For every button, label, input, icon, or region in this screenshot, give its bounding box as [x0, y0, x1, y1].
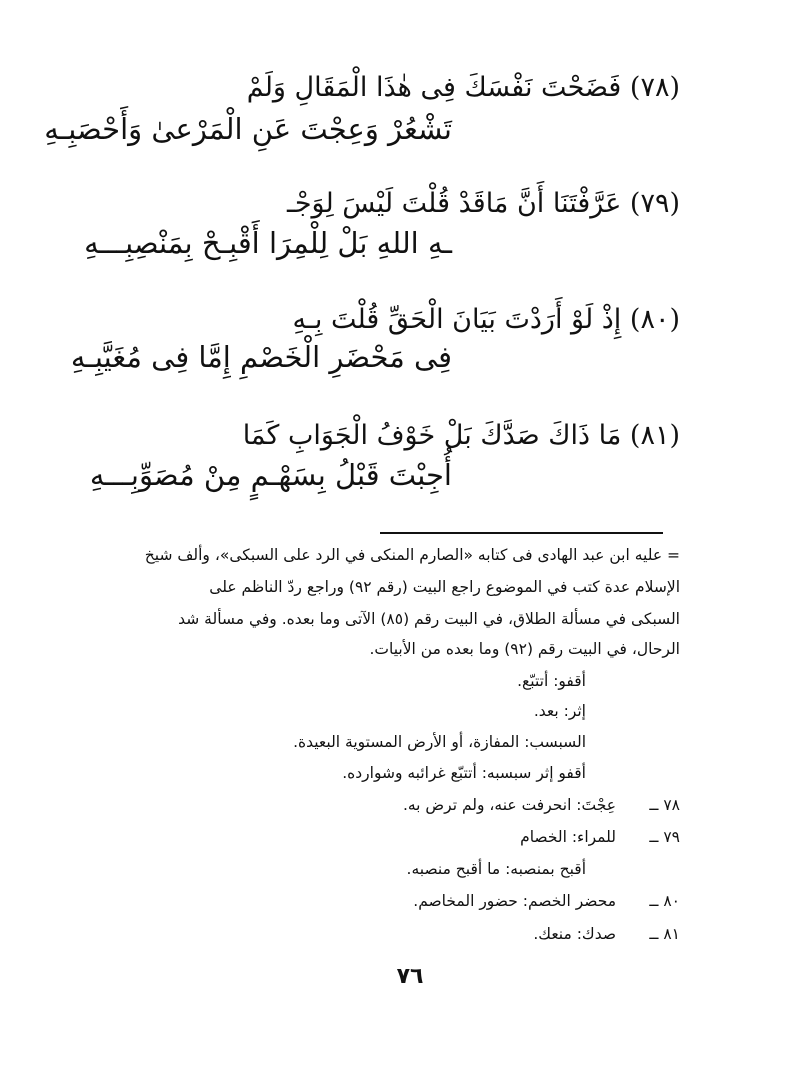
- verse-80-line-2: فِى مَحْضَرِ الْخَصْمِ إِمَّا فِى مُغَيَّبِـهِ: [70, 340, 452, 374]
- page-number: ٧٦: [396, 964, 424, 989]
- footnote-separator: [380, 532, 663, 534]
- verse-78-line-1: (٧٨) فَضَحْتَ نَفْسَكَ فِى هٰذَا الْمَقَالِ وَلَمْ: [246, 72, 680, 103]
- footnote-paragraph-line: الرحال، في البيت رقم (٩٢) وما بعده من الأبيات.: [369, 640, 680, 658]
- footnote-gloss: إثر: بعد.: [533, 702, 586, 720]
- verse-81-line-1: (٨١) مَا ذَاكَ صَدَّكَ بَلْ خَوْفُ الْجَوَابِ كَمَا: [242, 420, 680, 451]
- verse-78-line-2: تَشْعُرْ وَعِجْتَ عَنِ الْمَرْعىٰ وَأَحْصَبِـهِ: [44, 112, 452, 146]
- footnote-paragraph-line: الإسلام عدة كتب في الموضوع راجع البيت (رقم ٩٢) وراجع ردّ الناظم على: [209, 578, 680, 596]
- footnote-number-81: ٨١ ــ: [649, 925, 680, 943]
- verse-80-line-1: (٨٠) إِذْ لَوْ أَرَدْتَ بَيَانَ الْحَقِّ قُلْتَ بِـهِ: [292, 304, 680, 335]
- footnote-paragraph-line: = عليه ابن عبد الهادى فى كتابه «الصارم المنكى في الرد على السبكى»، وألف شيخ: [144, 546, 680, 564]
- verse-79-line-2: ـهِ اللهِ بَلْ لِلْمِرَا أَقْبِـحْ بِمَنْصِبِـــهِ: [84, 226, 452, 260]
- footnote-gloss: السبسب: المفازة، أو الأرض المستوية البعيدة.: [293, 733, 586, 751]
- verse-79-line-1: (٧٩) عَرَّفْتَنَا أَنَّ مَاقَدْ قُلْتَ لَيْسَ لِوَجْـ: [286, 188, 680, 219]
- footnote-paragraph-line: السبكى في مسألة الطلاق، في البيت رقم (٨٥) الآتى وما بعده. وفي مسألة شد: [178, 610, 680, 628]
- footnote-gloss: أقفو إثر سبسبه: أتتبّع غرائبه وشوارده.: [342, 764, 586, 782]
- footnote-81-text: صدك: منعك.: [533, 925, 616, 943]
- footnote-79-text: للمراء: الخصام: [520, 828, 616, 846]
- footnote-gloss: أقفو: أتتبّع.: [517, 672, 586, 690]
- footnote-79-text-2: أقبح بمنصبه: ما أقبح منصبه.: [406, 860, 586, 878]
- verse-81-line-2: أُجِبْتَ قَبْلُ بِسَهْـمٍ مِنْ مُصَوِّبِـــهِ: [89, 458, 452, 492]
- footnote-80-text: محضر الخصم: حضور المخاصم.: [413, 892, 616, 910]
- footnote-number-80: ٨٠ ــ: [649, 892, 680, 910]
- footnote-number-79: ٧٩ ــ: [649, 828, 680, 846]
- footnote-78-text: عِجْتَ: انحرفت عنه، ولم ترض به.: [402, 796, 616, 814]
- footnote-number-78: ٧٨ ــ: [649, 796, 680, 814]
